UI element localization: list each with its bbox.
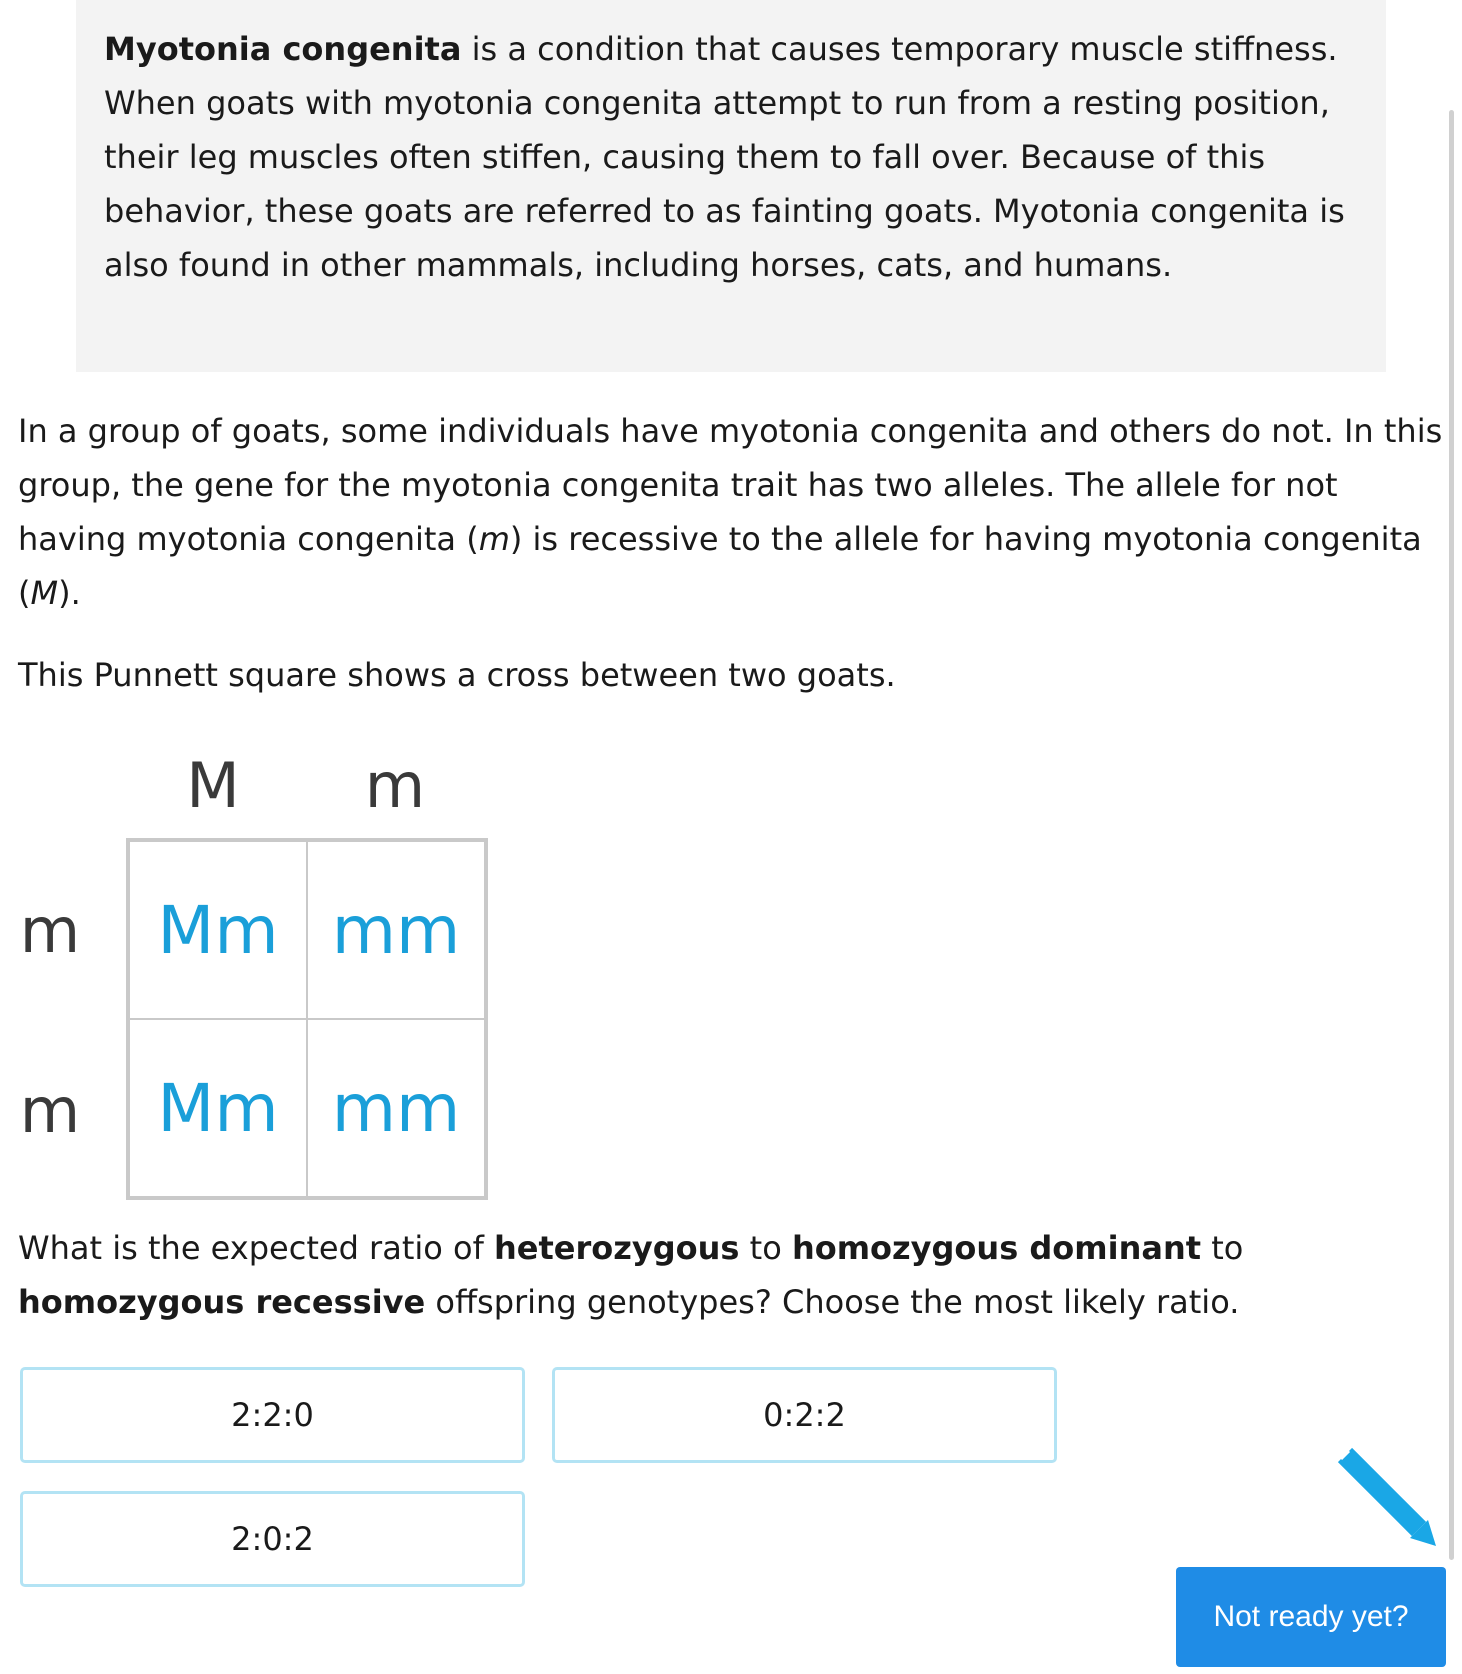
paragraph-punnett-intro: This Punnett square shows a cross between two goats. (18, 656, 896, 694)
punnett-square (126, 838, 488, 1200)
intro-text: is a condition that causes temporary muscle stiffness. When goats with myotonia congenita attempt to run from a resting position, their leg muscles often stiffen, causing them to fall over. Because of this behavior, these goats are referred to as fainting goats. Myotonia congenita is also found in other mammals, including horses, cats, and humans. (104, 30, 1345, 284)
punnett-col-label: M (186, 749, 240, 822)
punnett-cell: Mm (129, 841, 307, 1019)
paragraph-text: ) is recessive to the allele for having myotonia congenita ( (18, 520, 1422, 612)
question-term: homozygous recessive (18, 1283, 426, 1321)
pencil-icon[interactable] (1335, 1445, 1445, 1555)
punnett-row-label: m (19, 1074, 81, 1147)
answer-choice-2[interactable]: 0:2:2 (552, 1367, 1057, 1463)
dominant-allele-symbol: M (30, 574, 59, 612)
paragraph-text: ). (58, 574, 81, 612)
question-term: homozygous dominant (791, 1229, 1202, 1267)
scrollbar[interactable] (1449, 110, 1454, 1560)
answer-choice-1[interactable]: 2:2:0 (20, 1367, 525, 1463)
question-text (18, 1221, 1443, 1329)
punnett-row-label: m (19, 894, 81, 967)
question-part: to (1201, 1229, 1244, 1267)
punnett-cell: mm (307, 1019, 485, 1197)
punnett-cell: mm (307, 841, 485, 1019)
answer-choice-3[interactable]: 2:0:2 (20, 1491, 525, 1587)
question-part: offspring genotypes? Choose the most likely ratio. (425, 1283, 1240, 1321)
intro-bold-term: Myotonia congenita (104, 30, 462, 68)
paragraph-alleles (18, 404, 1443, 620)
info-box (76, 0, 1386, 372)
punnett-cell: Mm (129, 1019, 307, 1197)
not-ready-button[interactable]: Not ready yet? (1176, 1567, 1446, 1667)
question-part: What is the expected ratio of (18, 1229, 495, 1267)
question-term: heterozygous (494, 1229, 740, 1267)
paragraph-text: In a group of goats, some individuals have myotonia congenita and others do not. In this group, the gene for the myotonia congenita trait has two alleles. The allele for not having myotonia congenita ( (18, 412, 1443, 558)
recessive-allele-symbol: m (478, 520, 510, 558)
punnett-col-label: m (364, 749, 426, 822)
question-part: to (739, 1229, 792, 1267)
